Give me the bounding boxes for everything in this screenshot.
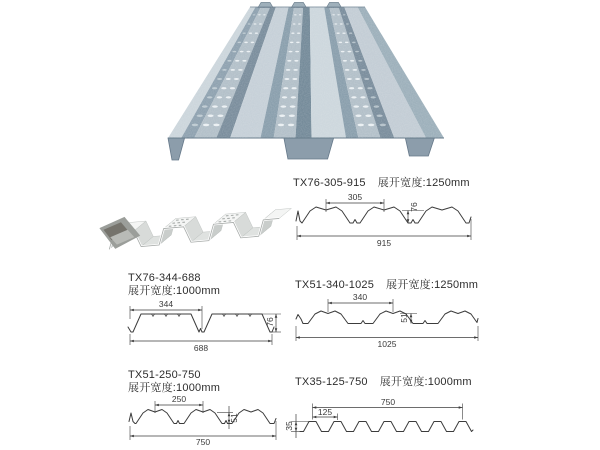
profile-model-label: TX51-250-750 bbox=[128, 369, 201, 381]
profile-model-label: TX35-125-750 bbox=[295, 376, 368, 388]
profile-spec-title-4 bbox=[128, 369, 220, 395]
dim-bottom-width-label: 915 bbox=[376, 238, 392, 248]
dim-height-label: 51 bbox=[399, 313, 409, 323]
dim-bottom-width-label: 688 bbox=[193, 343, 209, 353]
profile-spec-title-5 bbox=[295, 373, 472, 389]
dim-top-width-label: 250 bbox=[171, 394, 187, 404]
profile-spec-title-2 bbox=[128, 272, 220, 298]
dim-top-width-label: 305 bbox=[347, 192, 363, 202]
profile-model-label: TX76-305-915 bbox=[293, 177, 366, 189]
dim-bottom-width-label: 750 bbox=[195, 437, 211, 447]
unfold-width-label: 展开宽度:1250mm bbox=[377, 177, 470, 189]
dim-bottom-width-label: 750 bbox=[380, 397, 396, 407]
unfold-width-label: 展开宽度:1000mm bbox=[379, 376, 472, 388]
unfold-width-label: 展开宽度:1250mm bbox=[386, 279, 479, 291]
unfold-width-label: 展开宽度:1000mm bbox=[128, 285, 221, 297]
dim-top-width-label: 125 bbox=[317, 407, 333, 417]
unfold-width-label: 展开宽度:1000mm bbox=[128, 382, 221, 394]
profile-model-label: TX51-340-1025 bbox=[295, 279, 375, 291]
dim-height-label: 76 bbox=[265, 317, 275, 327]
profile-spec-title-3 bbox=[295, 276, 478, 292]
dim-height-label: 51 bbox=[229, 413, 239, 423]
dim-height-label: 35 bbox=[284, 421, 294, 431]
dim-height-label: 76 bbox=[409, 202, 419, 212]
dim-top-width-label: 340 bbox=[352, 292, 368, 302]
profile-model-label: TX76-344-688 bbox=[128, 272, 201, 284]
profile-spec-title-1 bbox=[293, 174, 470, 190]
dim-bottom-width-label: 1025 bbox=[377, 339, 397, 349]
dim-top-width-label: 344 bbox=[158, 299, 174, 309]
